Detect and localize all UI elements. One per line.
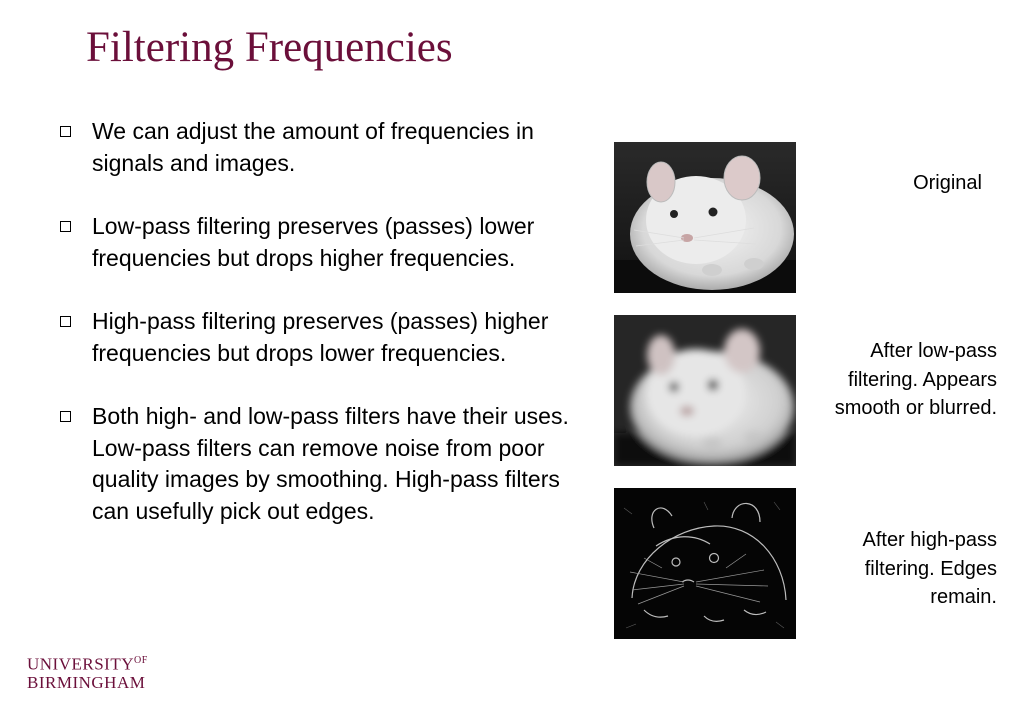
- slide-title: Filtering Frequencies: [86, 24, 453, 71]
- caption-high-pass-text: After high-pass filtering. Edges remain.: [862, 529, 997, 608]
- bullet-text: We can adjust the amount of frequencies in signals and images.: [92, 118, 534, 176]
- bullet-text: Both high- and low-pass filters have their uses. Low-pass filters can remove noise from poor quality images by smoothing. High-pass filters can usefully pick out edges.: [92, 403, 569, 524]
- square-bullet-icon: [60, 221, 71, 232]
- logo-line-2: BIRMINGHAM: [27, 672, 146, 692]
- bullet-list: [56, 116, 586, 559]
- caption-low-pass: [821, 337, 997, 423]
- square-bullet-icon: [60, 411, 71, 422]
- caption-original: Original: [913, 172, 982, 194]
- logo-of: OF: [134, 655, 148, 666]
- bullet-item: [56, 211, 586, 274]
- caption-high-pass: [827, 526, 997, 612]
- bullet-item: [56, 306, 586, 369]
- university-logo: [27, 652, 148, 692]
- bullet-text: High-pass filtering preserves (passes) higher frequencies but drops lower frequencies.: [92, 308, 549, 366]
- bullet-item: [56, 401, 586, 527]
- bullet-text: Low-pass filtering preserves (passes) lower frequencies but drops higher frequencies.: [92, 213, 535, 271]
- caption-low-pass-text: After low-pass filtering. Appears smooth or blurred.: [834, 340, 997, 419]
- square-bullet-icon: [60, 316, 71, 327]
- mouse-photo-low-pass: [614, 315, 796, 466]
- square-bullet-icon: [60, 126, 71, 137]
- logo-line-1: UNIVERSITY: [27, 654, 134, 674]
- mouse-photo-original: [614, 142, 796, 293]
- bullet-item: [56, 116, 586, 179]
- mouse-photo-high-pass: [614, 488, 796, 639]
